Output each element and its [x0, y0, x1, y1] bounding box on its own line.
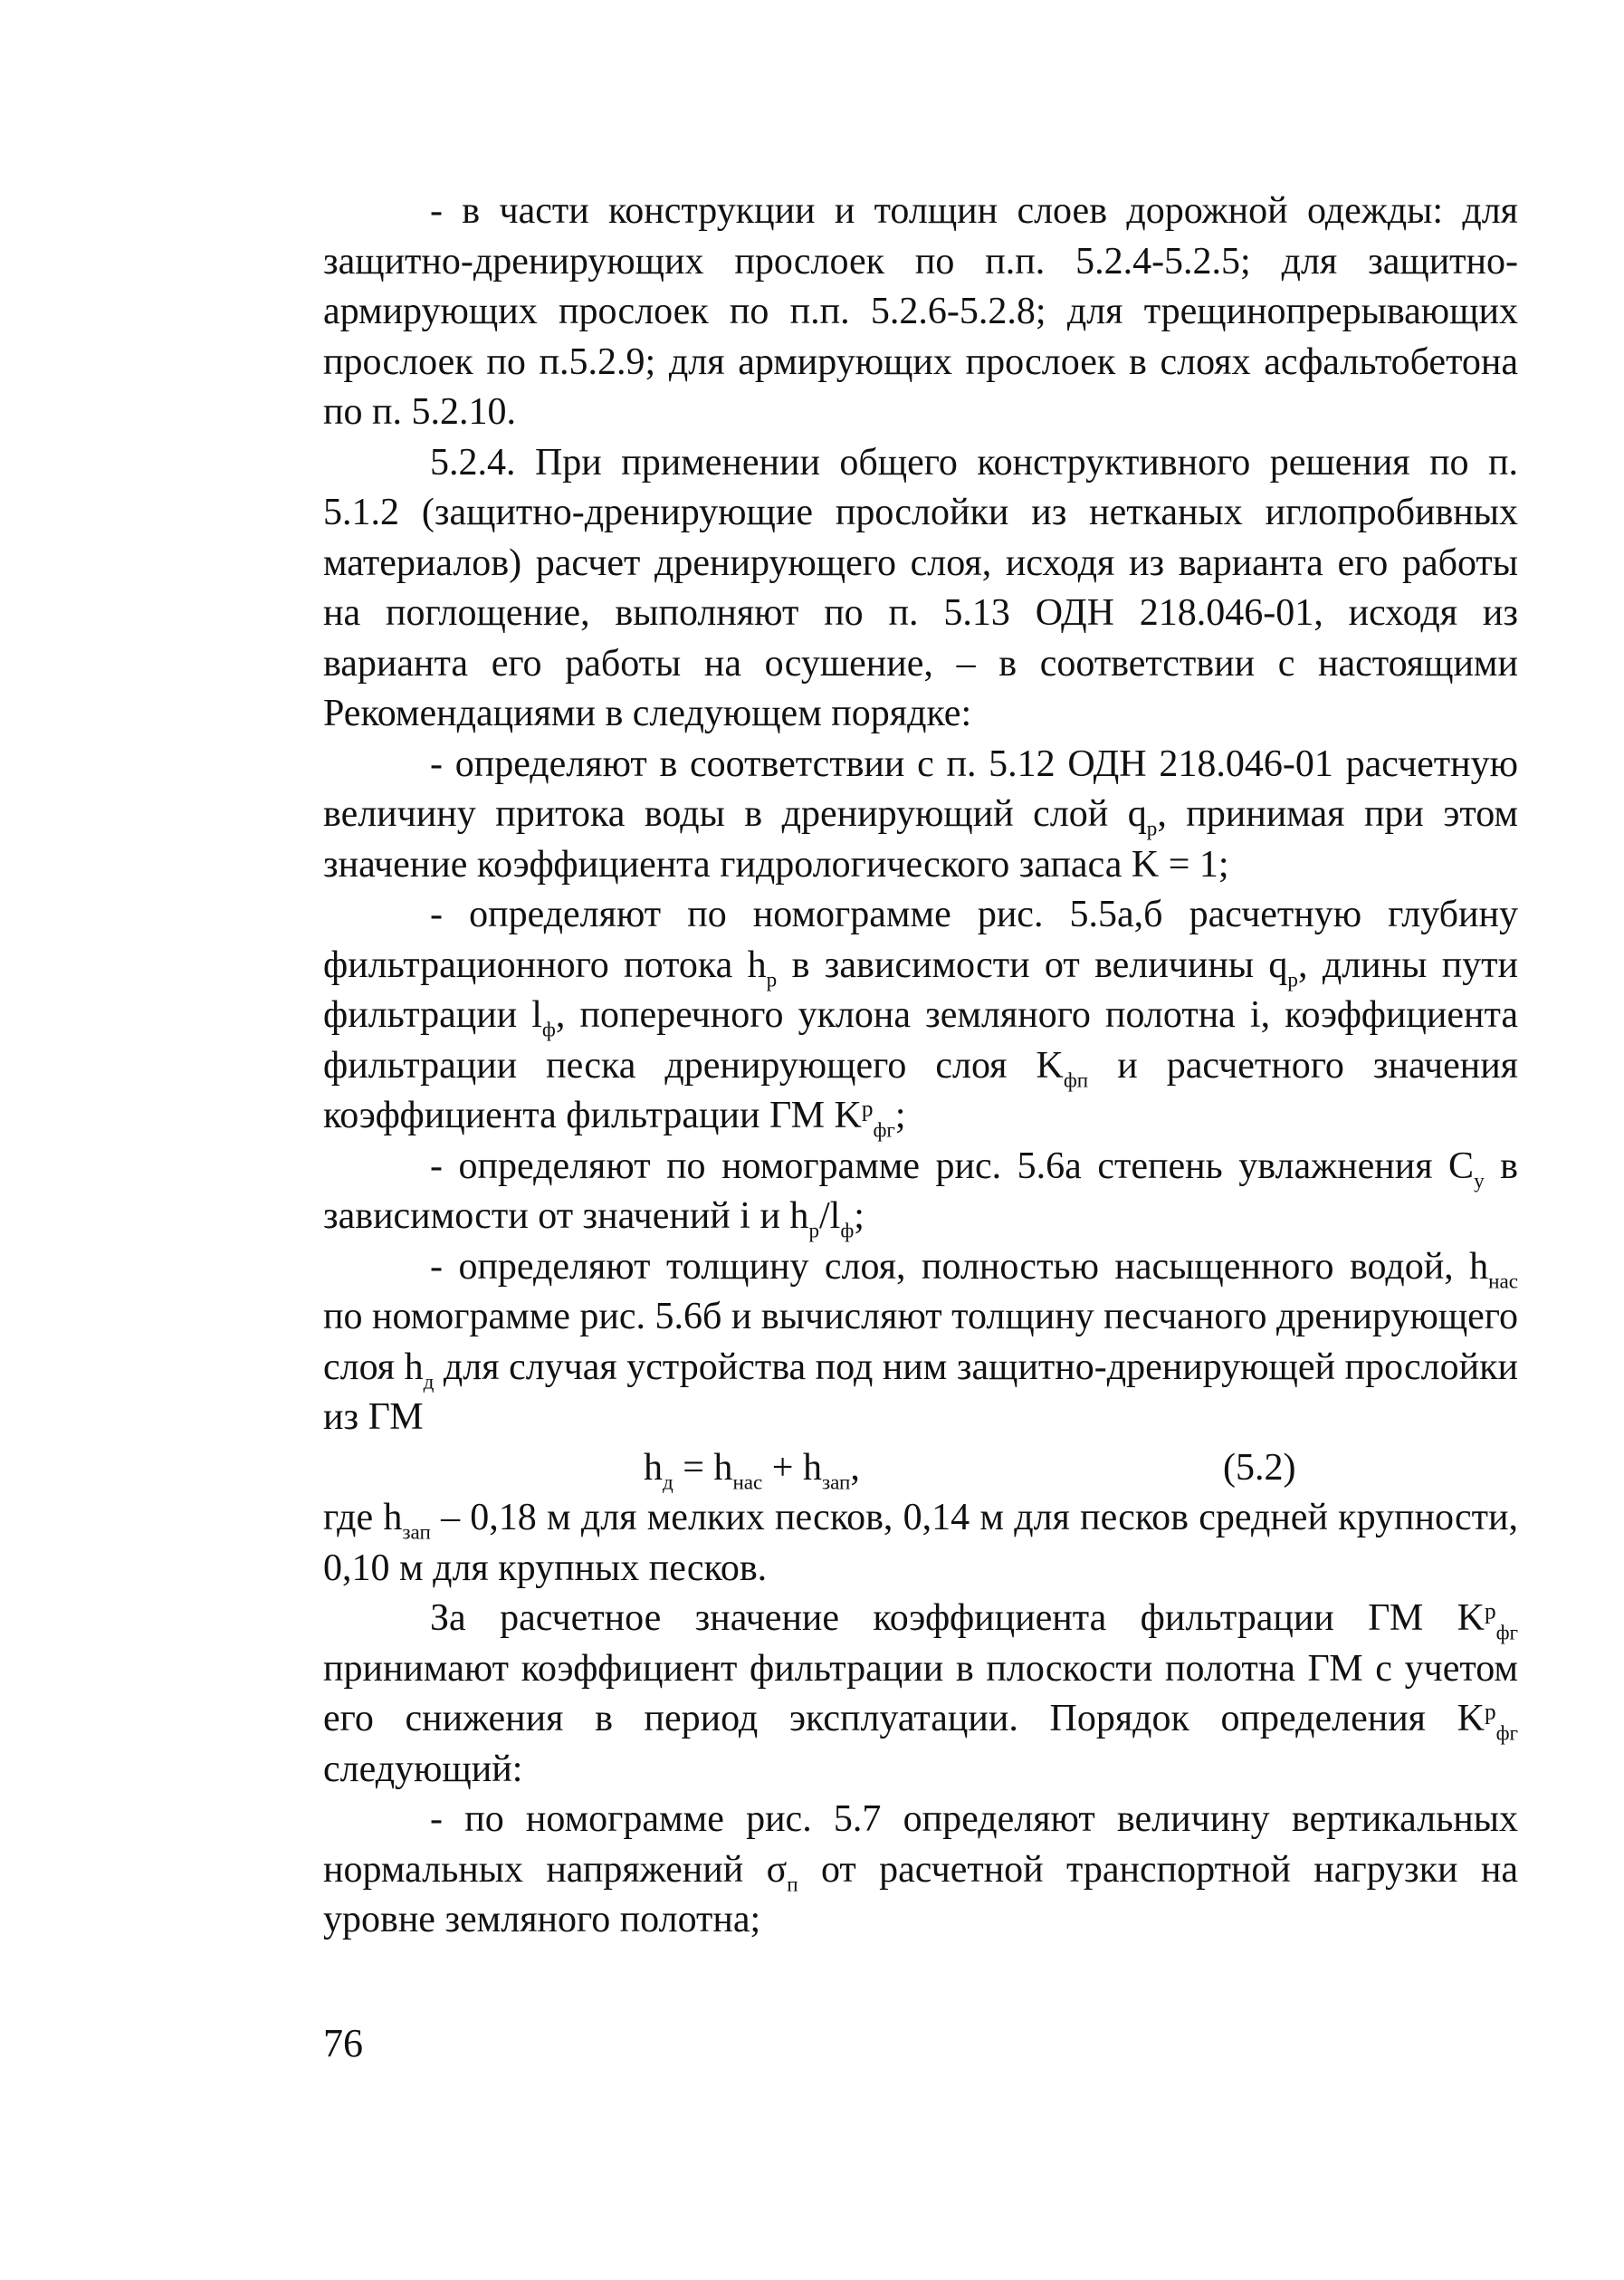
paragraph-saturated-layer [323, 1242, 1518, 1443]
subscript: фг [1495, 1720, 1518, 1745]
text-run: в зависимости от значений i и h [323, 1145, 1518, 1237]
paragraph-where-reserve [323, 1493, 1518, 1594]
subscript: у [1474, 1167, 1485, 1192]
text-run: - определяют в соответствии с п. 5.12 ОДН 218.046-01 расчетную величину притока воды в дренирующий слой q [323, 742, 1518, 835]
text-run: по номограмме рис. 5.6б и вычисляют толщину песчаного дренирующего слоя h [323, 1296, 1518, 1388]
text-run: , длины пути фильтрации l [323, 944, 1518, 1036]
paragraph-layer-thickness [323, 187, 1518, 438]
subscript: зап [821, 1469, 851, 1493]
text-run: За расчетное значение коэффициента фильтрации ГМ K [430, 1597, 1485, 1639]
subscript: зап [402, 1519, 431, 1544]
text-run: - определяют по номограмме рис. 5.5а,б расчетную глубину фильтрационного потока h [323, 894, 1518, 986]
superscript: р [1484, 1700, 1496, 1725]
text-run: - по номограмме рис. 5.7 определяют величину вертикальных нормальных напряжений σ [323, 1798, 1518, 1891]
subscript: ф [541, 1017, 556, 1041]
paragraph-moisture-degree [323, 1142, 1518, 1242]
subscript: ф [840, 1218, 855, 1242]
text-run: h [644, 1446, 663, 1489]
subscript: фп [1063, 1067, 1089, 1091]
formula-expression [644, 1443, 860, 1494]
text-run: в зависимости от величины q [777, 944, 1288, 986]
subscript: д [423, 1368, 435, 1393]
subscript: д [663, 1469, 673, 1493]
text-run: - определяют толщину слоя, полностью насыщенного водой, h [430, 1245, 1489, 1288]
subscript: п [787, 1871, 798, 1895]
text-run: 5.2.4. При применении общего конструктивного решения по п. 5.1.2 (защитно-дренирующие прослойки из нетканых иглопробивных материалов) расчет дренирующего слоя, исходя из варианта его работы на поглощение, выполняют по п. 5.13 ОДН 218.046-01, исходя из варианта его работы на осушение, – в соответствии с настоящими Рекомендациями в следующем порядке: [323, 441, 1518, 734]
paragraph-5-2-4 [323, 438, 1518, 740]
text-run: - в части конструкции и толщин слоев дорожной одежды: для защитно-дренирующих прослоек по п.п. 5.2.4-5.2.5; для защитно-армирующих прослоек по п.п. 5.2.6-5.2.8; для трещинопрерывающих прослоек по п.5.2.9; для армирующих прослоек в слоях асфальтобетона по п. 5.2.10. [323, 190, 1518, 433]
page-number: 76 [323, 2021, 363, 2065]
text-run: ; [894, 1095, 906, 1136]
text-run: – 0,18 м для мелких песков, 0,14 м для песков средней крупности, 0,10 м для крупных песков. [323, 1497, 1518, 1589]
text-run: принимают коэффициент фильтрации в плоскости полотна ГМ с учетом его снижения в период эксплуатации. Порядок определения K [323, 1647, 1518, 1739]
superscript: р [861, 1097, 874, 1122]
subscript: нас [732, 1469, 763, 1493]
text-run: /l [818, 1195, 841, 1237]
text-run: , [850, 1446, 860, 1489]
subscript: фг [1495, 1620, 1518, 1644]
paragraph-filtration-coefficient [323, 1594, 1518, 1795]
body-text [323, 187, 1518, 1946]
text-run: где h [323, 1497, 403, 1538]
text-run: + h [762, 1446, 822, 1489]
text-run: для случая устройства под ним защитно-дренирующей прослойки из ГМ [323, 1346, 1518, 1438]
text-run: = h [673, 1446, 733, 1489]
text-run: от расчетной транспортной нагрузки на уровне земляного полотна; [323, 1848, 1518, 1940]
subscript: р [1287, 966, 1298, 991]
superscript: р [1484, 1599, 1496, 1624]
formula-5-2 [323, 1443, 1518, 1494]
text-run: , поперечного уклона земляного полотна i, коэффициента фильтрации песка дренирующего слоя K [323, 994, 1518, 1087]
subscript: нас [1488, 1268, 1518, 1292]
formula-number: (5.2) [1223, 1446, 1296, 1489]
subscript: р [766, 966, 778, 991]
text-run: - определяют по номограмме рис. 5.6а степень увлажнения C [430, 1145, 1475, 1187]
paragraph-vertical-stress [323, 1795, 1518, 1946]
text-run: , принимая при этом значение коэффициента гидрологического запаса K = 1; [323, 793, 1518, 886]
text-run: ; [854, 1195, 865, 1237]
subscript: фг [873, 1117, 895, 1142]
subscript: р [808, 1218, 819, 1242]
text-run: и расчетного значения коэффициента фильтрации ГМ K [323, 1044, 1518, 1136]
subscript: р [1146, 816, 1158, 840]
paragraph-flow-depth [323, 890, 1518, 1142]
text-run: следующий: [323, 1748, 523, 1790]
paragraph-water-inflow [323, 740, 1518, 891]
